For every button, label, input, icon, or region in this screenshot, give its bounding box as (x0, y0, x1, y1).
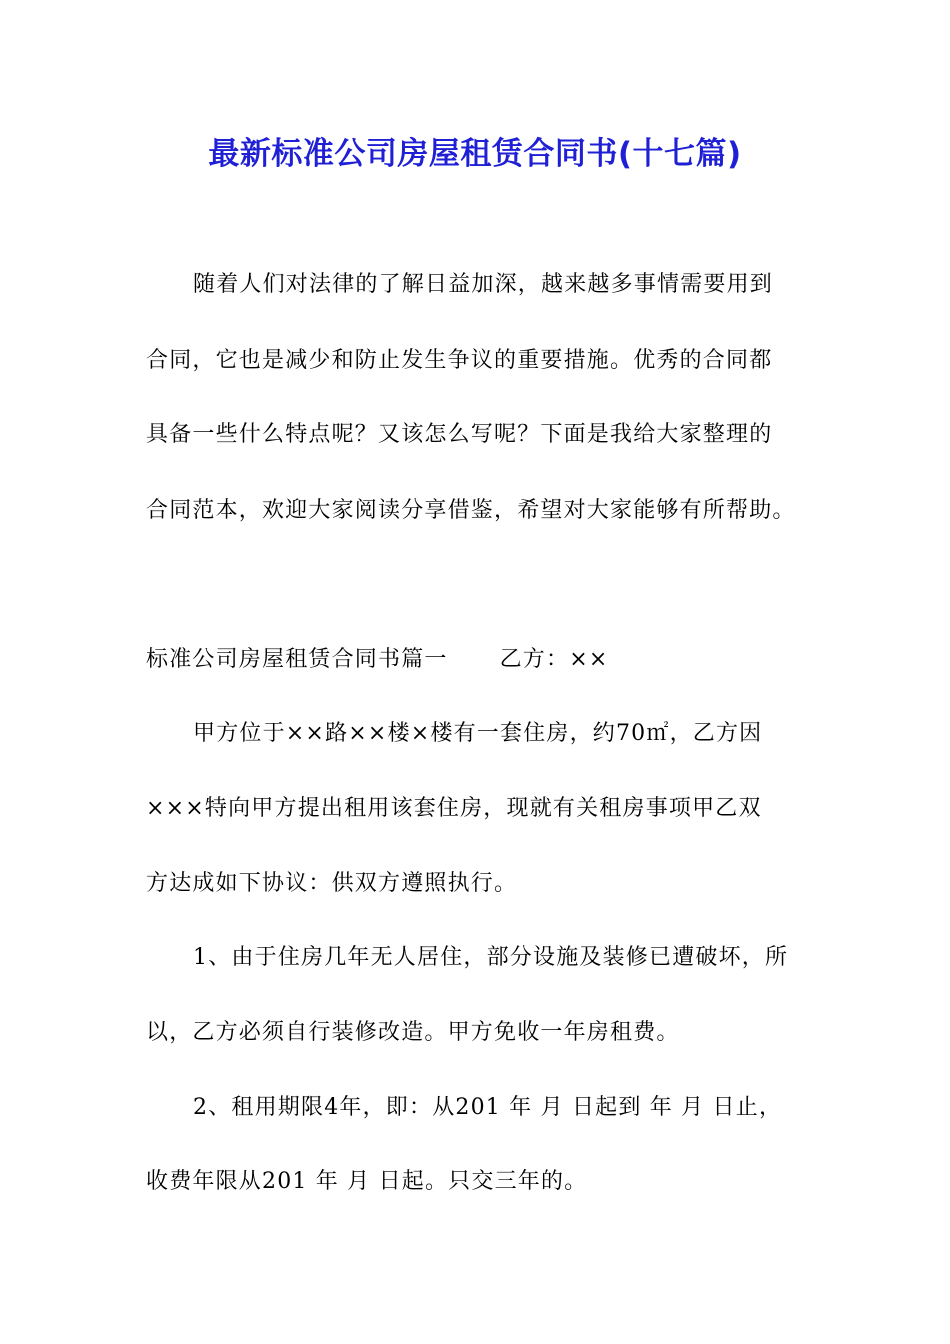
section-heading: 标准公司房屋租赁合同书篇一 (146, 647, 448, 672)
party-b-label: 乙方：×× (499, 647, 609, 672)
clause-2-line-1: 2、租用期限4年，即：从201 年 月 日起到 年 月 日止， (193, 1095, 783, 1120)
intro-line-4: 合同范本，欢迎大家阅读分享借鉴，希望对大家能够有所帮助。 (146, 498, 796, 523)
section-heading-row (146, 640, 826, 680)
body-line-1: 甲方位于××路××楼×楼有一套住房，约70㎡，乙方因 (193, 721, 763, 746)
intro-line-1: 随着人们对法律的了解日益加深，越来越多事情需要用到 (193, 272, 774, 297)
intro-line-2: 合同，它也是减少和防止发生争议的重要措施。优秀的合同都 (146, 348, 773, 373)
clause-1-line-1: 1、由于住房几年无人居住，部分设施及装修已遭破坏，所 (193, 945, 789, 970)
clause-1-line-2: 以，乙方必须自行装修改造。甲方免收一年房租费。 (146, 1020, 680, 1045)
body-line-3: 方达成如下协议：供双方遵照执行。 (146, 871, 518, 896)
document-title: 最新标准公司房屋租赁合同书(十七篇) (208, 136, 742, 172)
intro-line-3: 具备一些什么特点呢？又该怎么写呢？下面是我给大家整理的 (146, 422, 773, 447)
body-line-2: ×××特向甲方提出租用该套住房，现就有关租房事项甲乙双 (146, 796, 762, 821)
clause-2-line-2: 收费年限从201 年 月 日起。只交三年的。 (146, 1169, 588, 1194)
